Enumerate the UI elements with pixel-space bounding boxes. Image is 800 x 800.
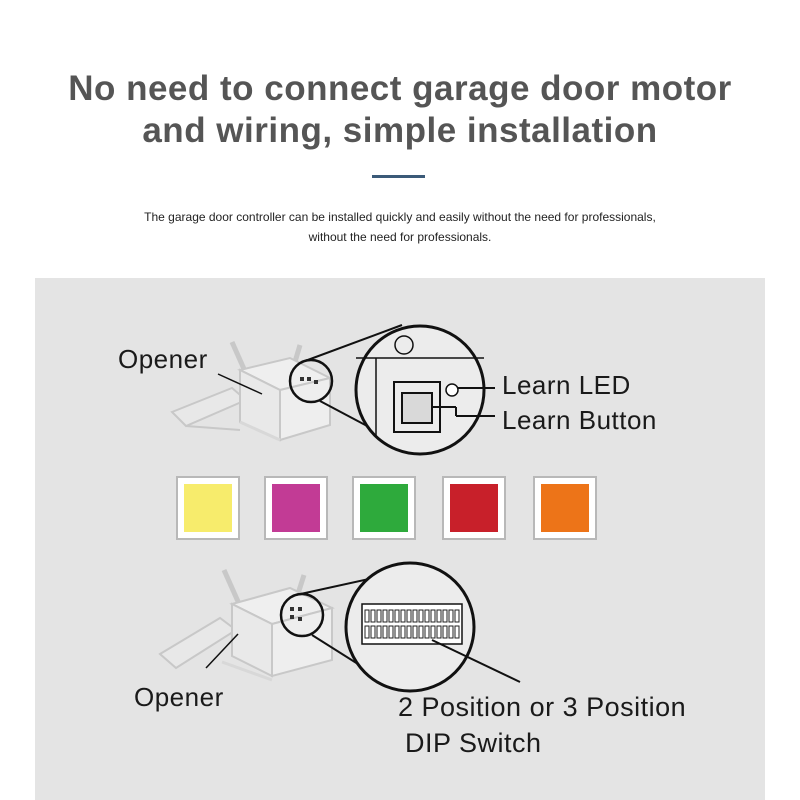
dip-key <box>437 610 441 622</box>
opener-label-top: Opener <box>118 344 208 374</box>
dip-key <box>419 626 423 638</box>
opener-label-bottom: Opener <box>134 682 224 712</box>
dip-key <box>365 610 369 622</box>
dip-key <box>371 610 375 622</box>
dip-key <box>377 626 381 638</box>
dip-key <box>419 610 423 622</box>
swatch-red-fill <box>450 484 498 532</box>
dip-key <box>449 626 453 638</box>
title-line-1: No need to connect garage door motor <box>68 69 732 108</box>
swatch-magenta <box>264 476 328 540</box>
swatch-green <box>352 476 416 540</box>
swatch-magenta-fill <box>272 484 320 532</box>
title-line-2: and wiring, simple installation <box>142 111 658 150</box>
dip-key <box>455 610 459 622</box>
dip-key <box>455 626 459 638</box>
dip-key <box>407 610 411 622</box>
dip-key <box>443 626 447 638</box>
swatch-orange <box>533 476 597 540</box>
dip-key <box>431 626 435 638</box>
dip-key <box>401 610 405 622</box>
dip-key <box>449 610 453 622</box>
learn-led-label: Learn LED <box>502 370 631 400</box>
swatch-yellow-fill <box>184 484 232 532</box>
dip-key <box>401 626 405 638</box>
dip-label-line-1: 2 Position or 3 Position <box>398 692 687 722</box>
subtitle-line-2: without the need for professionals. <box>308 230 492 244</box>
opener-illustration-bottom <box>160 570 332 680</box>
dip-key <box>371 626 375 638</box>
dip-key <box>431 610 435 622</box>
dip-key <box>407 626 411 638</box>
dip-key <box>365 626 369 638</box>
swatch-yellow <box>176 476 240 540</box>
dip-key <box>425 610 429 622</box>
dip-key <box>383 626 387 638</box>
dip-key <box>395 626 399 638</box>
dip-key <box>413 610 417 622</box>
swatch-orange-fill <box>541 484 589 532</box>
subtitle-line-1: The garage door controller can be installed quickly and easily without the need for professionals, <box>144 210 656 224</box>
dip-key <box>377 610 381 622</box>
swatch-red <box>442 476 506 540</box>
dip-key <box>437 626 441 638</box>
swatch-green-fill <box>360 484 408 532</box>
dip-label-line-2: DIP Switch <box>405 728 542 758</box>
dip-key <box>443 610 447 622</box>
dip-key <box>383 610 387 622</box>
dip-key <box>413 626 417 638</box>
dip-key <box>389 626 393 638</box>
dip-key <box>395 610 399 622</box>
dip-key <box>389 610 393 622</box>
learn-button-label: Learn Button <box>502 405 657 435</box>
dip-key <box>425 626 429 638</box>
